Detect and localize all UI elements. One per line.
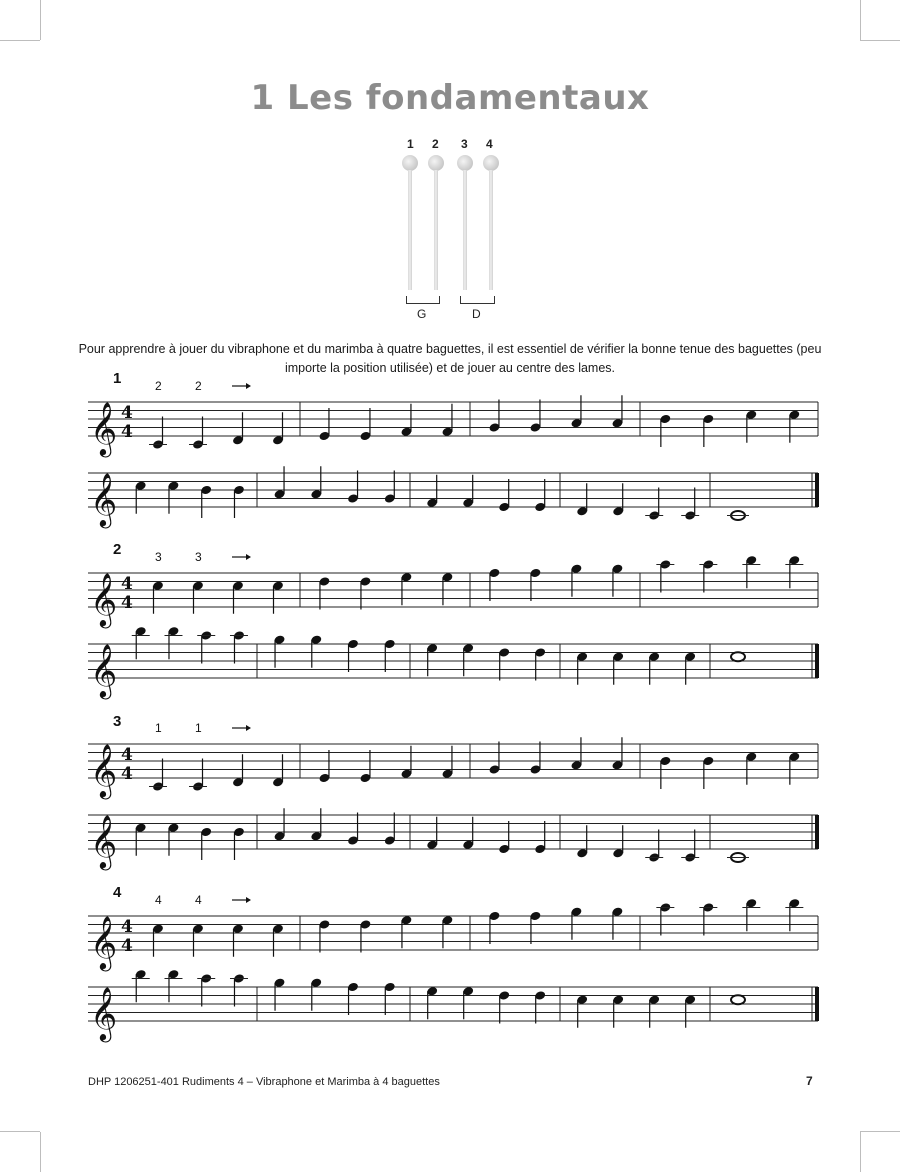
fingering-number: 4 — [195, 893, 202, 907]
treble-clef-icon: 𝄞 — [90, 572, 118, 626]
intro-paragraph: Pour apprendre à jouer du vibraphone et du marimba à quatre baguettes, il est essentiel de vérifier la bonne tenue des baguettes (peu importe la position utilisée) et de jouer au centre des lames. — [78, 342, 822, 375]
time-signature-top: 4 — [121, 403, 133, 423]
fingering-number: 1 — [195, 721, 202, 735]
left-hand-label: G — [417, 307, 427, 321]
direction-arrow-icon — [246, 554, 251, 560]
time-signature-top: 4 — [121, 745, 133, 765]
treble-clef-icon: 𝄞 — [90, 814, 118, 868]
treble-clef-icon: 𝄞 — [90, 643, 118, 697]
treble-clef-icon: 𝄞 — [90, 743, 118, 797]
treble-clef-icon: 𝄞 — [90, 986, 118, 1040]
fingering-number: 3 — [155, 550, 162, 564]
right-hand-label: D — [472, 307, 481, 321]
exercise-number: 3 — [113, 713, 122, 730]
final-bar-line — [815, 644, 819, 678]
fingering-number: 2 — [195, 379, 202, 393]
page-title: 1 Les fondamentaux — [250, 78, 650, 118]
exercise-number: 1 — [113, 370, 122, 387]
fingering-number: 1 — [155, 721, 162, 735]
exercise-number: 2 — [113, 541, 122, 558]
mallet-number-1: 1 — [407, 137, 414, 151]
time-signature-top: 4 — [121, 574, 133, 594]
fingering-number: 3 — [195, 550, 202, 564]
final-bar-line — [815, 987, 819, 1021]
footer-reference: DHP 1206251-401 Rudiments 4 – Vibraphone et Marimba à 4 baguettes — [88, 1076, 440, 1088]
direction-arrow-icon — [246, 383, 251, 389]
mallet-number-2: 2 — [432, 137, 439, 151]
time-signature-bottom: 4 — [121, 593, 133, 613]
final-bar-line — [815, 815, 819, 849]
time-signature-bottom: 4 — [121, 422, 133, 442]
exercise-number: 4 — [113, 884, 122, 901]
direction-arrow-icon — [246, 725, 251, 731]
treble-clef-icon: 𝄞 — [90, 915, 118, 969]
page-number: 7 — [806, 1074, 813, 1088]
mallet-number-4: 4 — [486, 137, 493, 151]
mallet-number-3: 3 — [461, 137, 468, 151]
time-signature-bottom: 4 — [121, 936, 133, 956]
fingering-number: 2 — [155, 379, 162, 393]
treble-clef-icon: 𝄞 — [90, 472, 118, 526]
time-signature-bottom: 4 — [121, 764, 133, 784]
whole-note — [731, 995, 745, 1004]
treble-clef-icon: 𝄞 — [90, 401, 118, 455]
final-bar-line — [815, 473, 819, 507]
fingering-number: 4 — [155, 893, 162, 907]
direction-arrow-icon — [246, 897, 251, 903]
whole-note — [731, 652, 745, 661]
time-signature-top: 4 — [121, 917, 133, 937]
